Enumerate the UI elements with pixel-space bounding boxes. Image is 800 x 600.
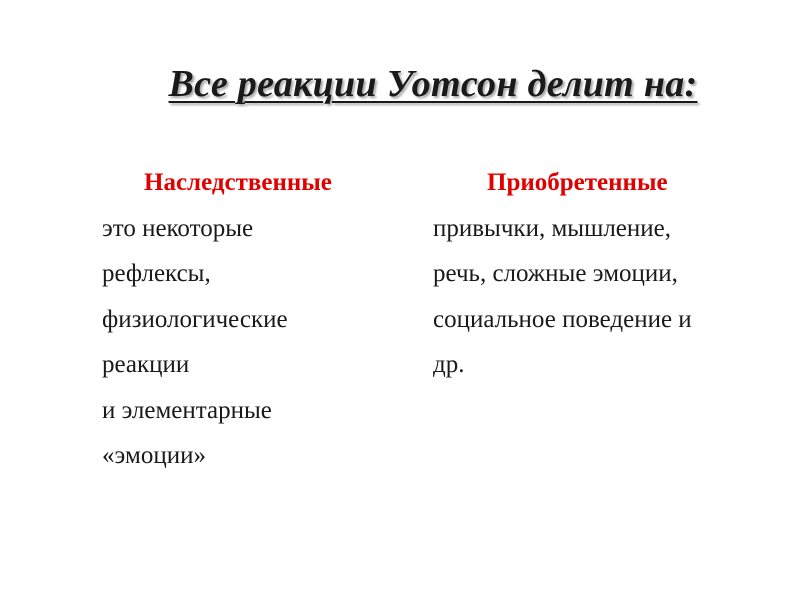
column-hereditary: [102, 160, 402, 479]
column-heading-acquired: Приобретенные: [487, 169, 668, 196]
column-text-line: «эмоции»: [102, 442, 206, 469]
slide-title: Все реакции Уотсон делит на:: [168, 63, 698, 105]
title-container: [0, 62, 800, 106]
column-text-line: рефлексы,: [102, 260, 211, 287]
column-text-line: физиологические: [102, 305, 288, 333]
column-heading-hereditary: Наследственные: [144, 169, 332, 196]
column-text-line: это некоторые: [102, 214, 254, 242]
column-text-line: социальное поведение и: [433, 305, 692, 333]
column-acquired: [433, 160, 778, 388]
column-text-line: привычки, мышление,: [433, 214, 672, 242]
column-text-line: речь, сложные эмоции,: [433, 260, 678, 287]
column-text-line: реакции: [102, 351, 190, 378]
column-text-line: и элементарные: [102, 396, 272, 424]
column-text-line: др.: [433, 351, 465, 378]
